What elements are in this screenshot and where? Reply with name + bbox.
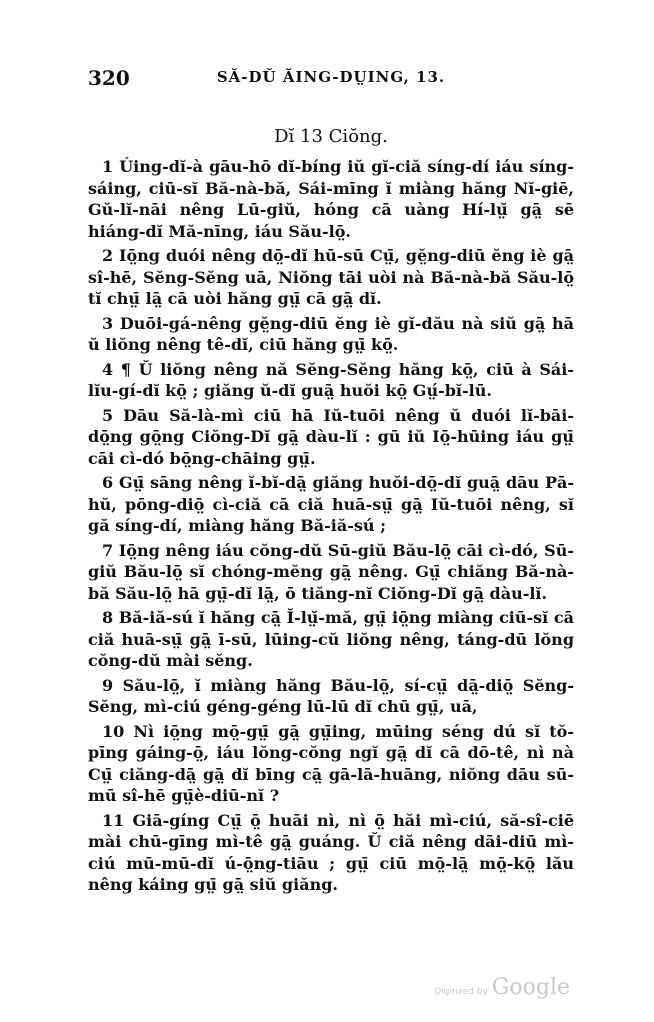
chapter-title: Dĭ 13 Ciŏng. xyxy=(274,126,388,147)
verse-8: 8 Bă-iă-sú ĭ hăng cā̤ Ĭ-lṳ̆-mă, gṳ̄ iō̤ng miàng ciū-sĭ cā ciă huā-sṳ̄ gā̤ ī-sū, lūing-cŭ liŏng nêng, táng-dū lŏng cŏng-dŭ mài sĕng. xyxy=(88,608,574,670)
verse-10: 10 Nì iō̤ng mō̤-gṳ̄ gā̤ gṳ̄ing, mūing séng dú sĭ tŏ-pīng gáing-ō̤, iáu lŏng-cŏng ngĭ gā̤ dĭ cā dō-tê, nì nà Cṳ̄ ciăng-dā̤ gā̤ dĭ bīng cā̤ gā-lā-huāng, niŏng dāu sū-mū sî-hē gṳ̄è-diū-nĭ ? xyxy=(88,721,574,805)
digitized-watermark xyxy=(434,975,570,1000)
verse-1: 1 Úing-dĭ-à gāu-hō dĭ-bíng iŭ gĭ-ciă síng-dí iáu síng-sáing, ciū-sĭ Bă-nà-bă, Sái-mīng ĭ miàng hăng Nĭ-giē, Gŭ-lĭ-nāi nêng Lū-giŭ, hóng cā uàng Hí-lṳ̆ gā̤ sē hiáng-dĭ Mă-nīng, iáu Său-lō̤. xyxy=(88,157,574,241)
verse-4: 4 ¶ Ŭ liŏng nêng nă Sĕng-Sĕng hăng kō̤, ciū à Sái-lĭu-gí-dĭ kō̤ ; giăng ŭ-dĭ guā̤ huŏi kō̤ Gṳ́-bĭ-lū. xyxy=(88,359,574,400)
verse-11: 11 Giā-gíng Cṳ̄ ō̤ huāi nì, nì ō̤ hăi mì-ciú, să-sî-ciē mài chū-gīng mì-tê gā̤ guáng. Ŭ ciă nêng dāi-diū mì-ciú mū-mū-dĭ ú-ō̤ng-tiāu ; gṳ̄ ciū mō̤-lā̤ mō̤-kō̤ lău nêng káing gṳ̄ gā̤ siŭ giăng. xyxy=(88,810,574,894)
verse-5: 5 Dāu Să-là-mì ciū hā Iŭ-tuōi nêng ŭ duói lĭ-bāi-dō̤ng gō̤ng Ciŏng-Dĭ gā̤ dàu-lĭ : gū iŭ Iō̤-hūing iáu gṳ̄ cāi cì-dó bō̤ng-chāing gṳ̄. xyxy=(88,405,574,468)
verse-6: 6 Gṳ̄ sāng nêng ĭ-bĭ-dā̤ giăng huŏi-dō̤-dĭ guā̤ dāu Pā-hŭ, pōng-diō̤ cì-ciă cā ciă huā-sṳ̄ gā̤ Iŭ-tuōi nêng, sĭ gă síng-dí, miàng hăng Bă-iă-sú ; xyxy=(88,473,574,535)
google-logo: Google xyxy=(491,975,570,1000)
running-head: SĂ-DŬ ĂING-DṲING, 13. xyxy=(216,68,446,86)
verse-3: 3 Duōi-gá-nêng gĕ̤ng-diū ĕng iè gĭ-dău nà siŭ gā̤ hā ŭ liŏng nêng tê-dĭ, ciū hăng gṳ̄ kō̤. xyxy=(88,313,574,354)
verse-9: 9 Său-lō̤, ĭ miàng hăng Bău-lō̤, sí-cṳ̄ dā̤-diō̤ Sĕng-Sĕng, mì-ciú géng-géng lū-lū dĭ chū gṳ̄, uā, xyxy=(88,675,574,716)
verse-7: 7 Iō̤ng nêng iáu cŏng-dŭ Sū-giŭ Bău-lō̤ cāi cì-dó, Sū-giŭ Bău-lō̤ sĭ chóng-mĕng gā̤ nêng. Gṳ̄ chiăng Bă-nà-bă Său-lō̤ hā gṳ̄-dĭ lā̤, ō tiăng-nĭ Ciŏng-Dĭ gā̤ dàu-lĭ. xyxy=(88,540,574,603)
page-number: 320 xyxy=(88,66,130,90)
body-text xyxy=(88,156,574,899)
watermark-prefix: Digitized by xyxy=(434,987,488,997)
verse-2: 2 Iō̤ng duói nêng dō̤-dĭ hū-sū Cṳ̄, gĕ̤ng-diū ĕng iè gā̤ sî-hē, Sĕng-Sĕng uā, Niŏng tāi uòi nà Bă-nà-bă Său-lō̤ tĭ chṳ̄ lā̤ cā uòi hăng gṳ̄ cā gā̤ dĭ. xyxy=(88,246,574,308)
page-header xyxy=(88,66,574,92)
